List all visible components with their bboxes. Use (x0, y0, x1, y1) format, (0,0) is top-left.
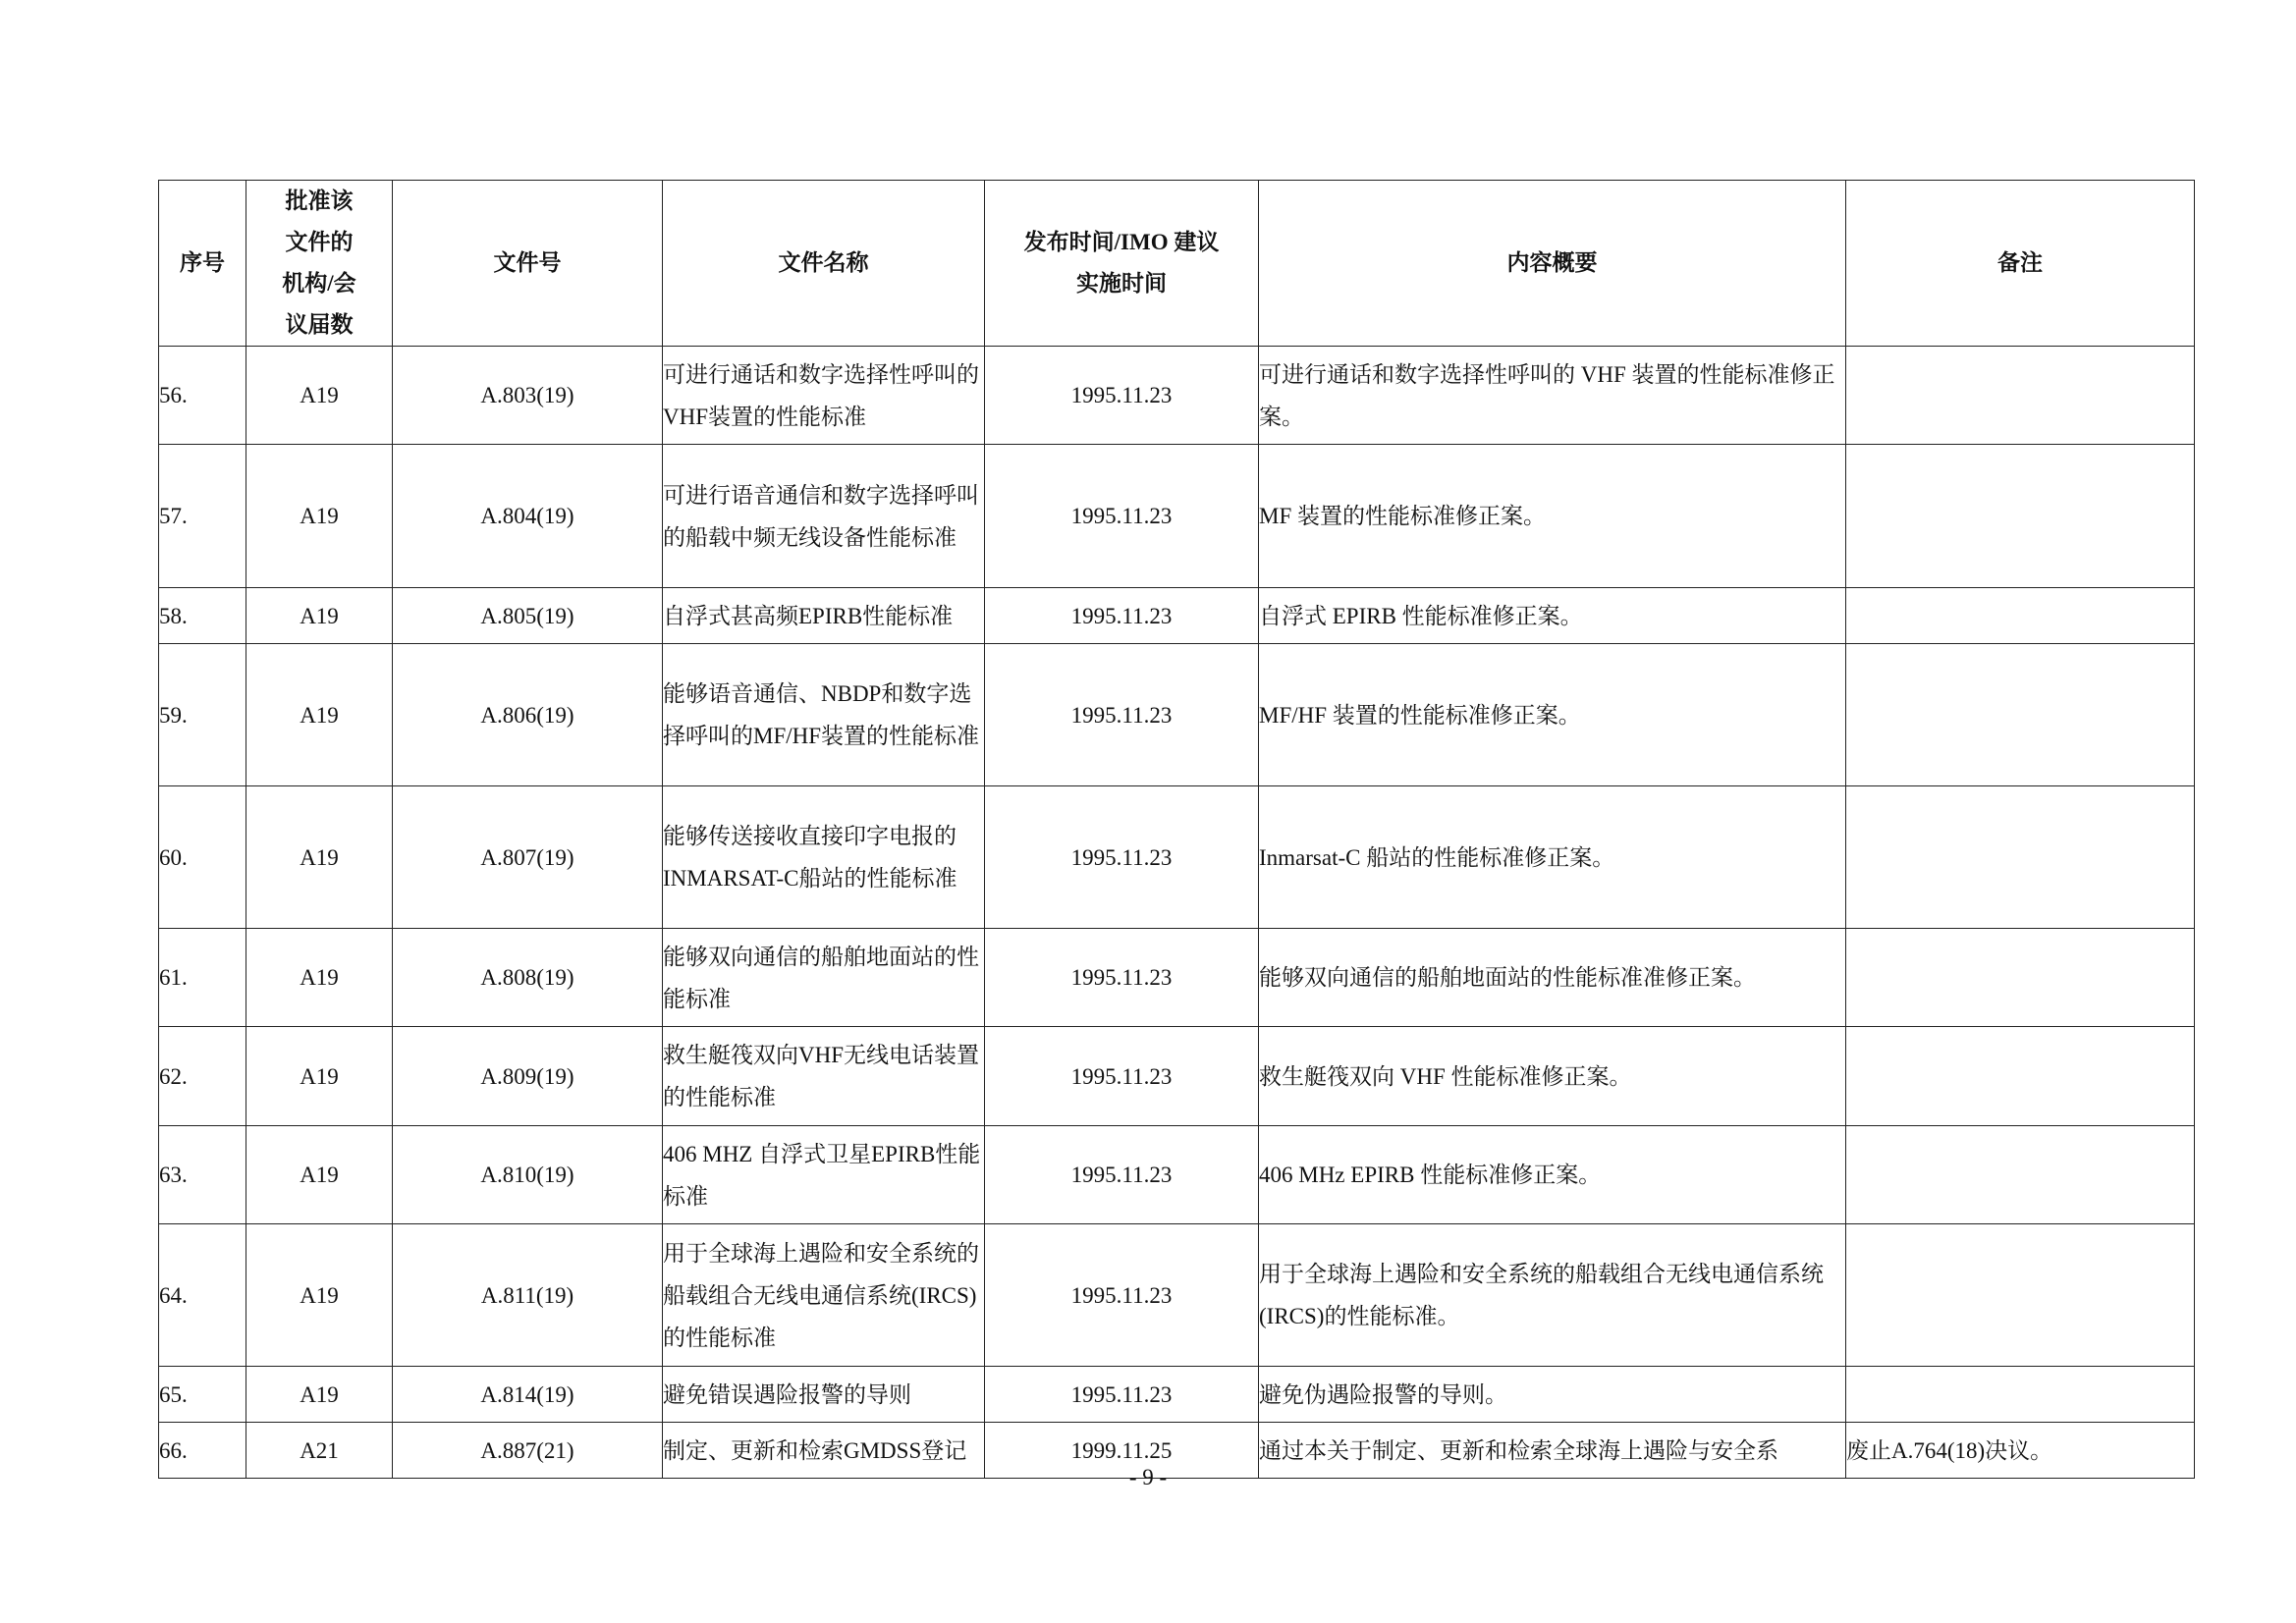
cell-doc-no: A.808(19) (393, 929, 663, 1027)
cell-name: 制定、更新和检索GMDSS登记 (663, 1423, 985, 1479)
cell-doc-no: A.809(19) (393, 1027, 663, 1126)
cell-summary: Inmarsat-C 船站的性能标准修正案。 (1259, 786, 1846, 929)
cell-date: 1995.11.23 (985, 786, 1259, 929)
cell-doc-no: A.805(19) (393, 588, 663, 644)
cell-note (1846, 1367, 2195, 1423)
cell-name: 自浮式甚高频EPIRB性能标准 (663, 588, 985, 644)
cell-name: 可进行语音通信和数字选择呼叫的船载中频无线设备性能标准 (663, 445, 985, 588)
cell-name: 救生艇筏双向VHF无线电话装置的性能标准 (663, 1027, 985, 1126)
cell-note (1846, 445, 2195, 588)
cell-no: 56. (159, 347, 246, 445)
cell-org: A19 (246, 445, 393, 588)
cell-doc-no: A.804(19) (393, 445, 663, 588)
resolutions-table (158, 180, 2195, 1479)
cell-org: A19 (246, 1126, 393, 1224)
cell-name: 避免错误遇险报警的导则 (663, 1367, 985, 1423)
table-row (159, 1027, 2195, 1126)
table-row (159, 1224, 2195, 1367)
header-org (246, 181, 393, 347)
header-date-text: 发布时间/IMO 建议实施时间 (1023, 230, 1220, 296)
cell-date: 1995.11.23 (985, 588, 1259, 644)
cell-note (1846, 1224, 2195, 1367)
cell-no: 59. (159, 644, 246, 786)
table-row (159, 1367, 2195, 1423)
cell-note (1846, 644, 2195, 786)
cell-note (1846, 1027, 2195, 1126)
cell-summary: 用于全球海上遇险和安全系统的船载组合无线电通信系统(IRCS)的性能标准。 (1259, 1224, 1846, 1367)
cell-summary: MF/HF 装置的性能标准修正案。 (1259, 644, 1846, 786)
cell-summary: 可进行通话和数字选择性呼叫的 VHF 装置的性能标准修正案。 (1259, 347, 1846, 445)
cell-org: A19 (246, 1027, 393, 1126)
cell-date: 1995.11.23 (985, 1367, 1259, 1423)
header-org-text: 批准该文件的机构/会议届数 (282, 189, 356, 337)
cell-doc-no: A.811(19) (393, 1224, 663, 1367)
header-summary: 内容概要 (1259, 181, 1846, 347)
cell-date: 1995.11.23 (985, 1126, 1259, 1224)
cell-doc-no: A.810(19) (393, 1126, 663, 1224)
cell-note (1846, 1126, 2195, 1224)
cell-doc-no: A.806(19) (393, 644, 663, 786)
cell-summary: 通过本关于制定、更新和检索全球海上遇险与安全系 (1259, 1423, 1846, 1479)
cell-date: 1995.11.23 (985, 644, 1259, 786)
cell-date: 1999.11.25 (985, 1423, 1259, 1479)
cell-org: A19 (246, 786, 393, 929)
cell-date: 1995.11.23 (985, 1027, 1259, 1126)
cell-note: 废止A.764(18)决议。 (1846, 1423, 2195, 1479)
cell-note (1846, 347, 2195, 445)
cell-no: 57. (159, 445, 246, 588)
cell-date: 1995.11.23 (985, 1224, 1259, 1367)
header-date (985, 181, 1259, 347)
cell-date: 1995.11.23 (985, 929, 1259, 1027)
table-header-row (159, 181, 2195, 347)
cell-date: 1995.11.23 (985, 445, 1259, 588)
cell-doc-no: A.887(21) (393, 1423, 663, 1479)
cell-summary: 406 MHz EPIRB 性能标准修正案。 (1259, 1126, 1846, 1224)
table-row (159, 929, 2195, 1027)
cell-doc-no: A.814(19) (393, 1367, 663, 1423)
cell-no: 62. (159, 1027, 246, 1126)
cell-name: 用于全球海上遇险和安全系统的船载组合无线电通信系统(IRCS)的性能标准 (663, 1224, 985, 1367)
header-no: 序号 (159, 181, 246, 347)
cell-no: 60. (159, 786, 246, 929)
cell-org: A21 (246, 1423, 393, 1479)
cell-no: 64. (159, 1224, 246, 1367)
cell-note (1846, 786, 2195, 929)
cell-note (1846, 929, 2195, 1027)
cell-org: A19 (246, 644, 393, 786)
cell-doc-no: A.803(19) (393, 347, 663, 445)
cell-summary: 自浮式 EPIRB 性能标准修正案。 (1259, 588, 1846, 644)
header-note: 备注 (1846, 181, 2195, 347)
cell-org: A19 (246, 588, 393, 644)
cell-no: 65. (159, 1367, 246, 1423)
header-name: 文件名称 (663, 181, 985, 347)
cell-no: 66. (159, 1423, 246, 1479)
page-number: - 9 - (1128, 1465, 1168, 1489)
cell-summary: 救生艇筏双向 VHF 性能标准修正案。 (1259, 1027, 1846, 1126)
table-row (159, 644, 2195, 786)
cell-name: 能够语音通信、NBDP和数字选择呼叫的MF/HF装置的性能标准 (663, 644, 985, 786)
header-doc-no: 文件号 (393, 181, 663, 347)
table-row (159, 588, 2195, 644)
cell-summary: MF 装置的性能标准修正案。 (1259, 445, 1846, 588)
cell-no: 63. (159, 1126, 246, 1224)
cell-no: 61. (159, 929, 246, 1027)
cell-no: 58. (159, 588, 246, 644)
cell-summary: 能够双向通信的船舶地面站的性能标准准修正案。 (1259, 929, 1846, 1027)
cell-name: 能够传送接收直接印字电报的INMARSAT-C船站的性能标准 (663, 786, 985, 929)
table-row (159, 347, 2195, 445)
table-row (159, 1126, 2195, 1224)
cell-org: A19 (246, 1224, 393, 1367)
cell-date: 1995.11.23 (985, 347, 1259, 445)
cell-name: 406 MHZ 自浮式卫星EPIRB性能标准 (663, 1126, 985, 1224)
cell-org: A19 (246, 347, 393, 445)
cell-summary: 避免伪遇险报警的导则。 (1259, 1367, 1846, 1423)
cell-name: 能够双向通信的船舶地面站的性能标准 (663, 929, 985, 1027)
table-row (159, 786, 2195, 929)
table-row (159, 445, 2195, 588)
cell-name: 可进行通话和数字选择性呼叫的VHF装置的性能标准 (663, 347, 985, 445)
cell-org: A19 (246, 929, 393, 1027)
cell-org: A19 (246, 1367, 393, 1423)
cell-note (1846, 588, 2195, 644)
table-body (159, 347, 2195, 1479)
cell-doc-no: A.807(19) (393, 786, 663, 929)
